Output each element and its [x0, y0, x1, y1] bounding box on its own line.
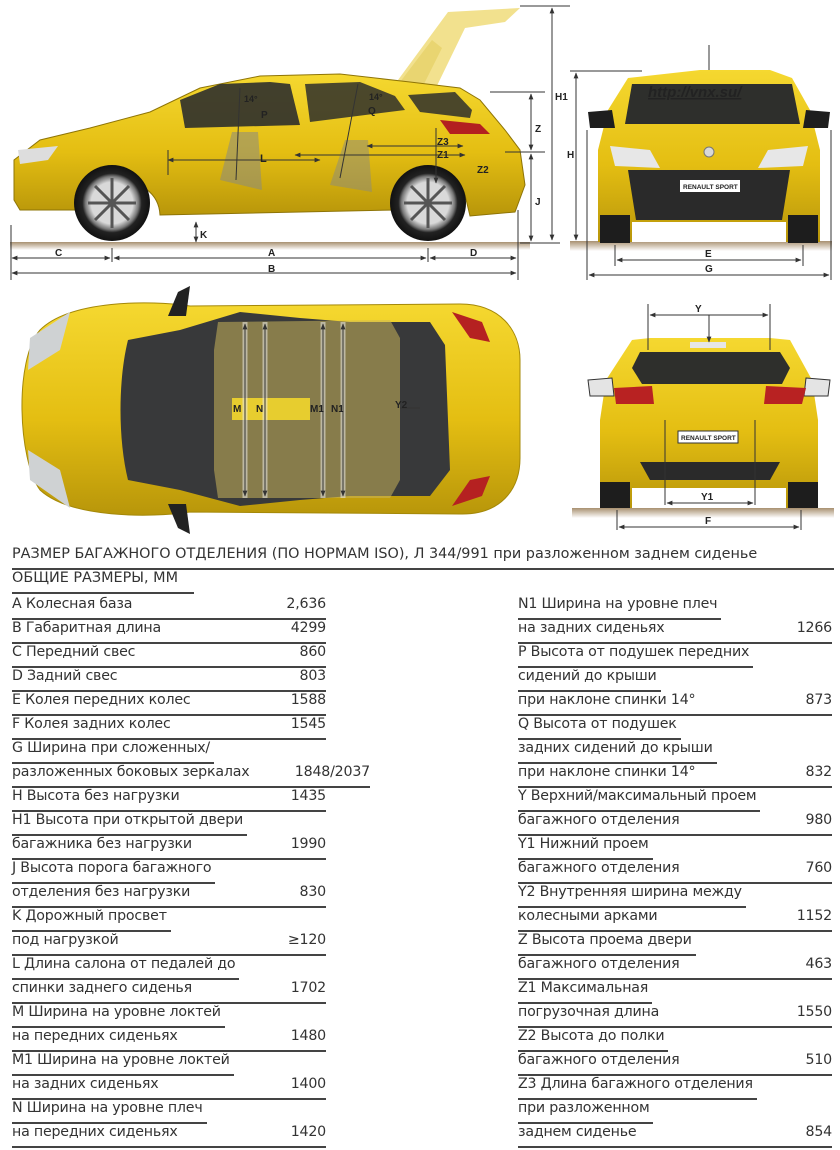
- spec-row-label-line: [518, 882, 746, 908]
- label-D: D: [470, 248, 478, 259]
- spec-value: 832: [805, 764, 832, 780]
- spec-row-value-line: [12, 930, 326, 956]
- spec-row-value-line: [518, 858, 832, 884]
- spec-label: багажного отделения: [518, 860, 680, 876]
- spec-value: 1435: [290, 788, 326, 804]
- spec-row-label-line: [518, 666, 661, 692]
- label-Z: Z: [535, 124, 542, 135]
- spec-value: 1990: [290, 836, 326, 852]
- spec-label: H Высота без нагрузки: [12, 788, 180, 804]
- label-Q: Q: [368, 106, 376, 117]
- rear-window-glass: [632, 352, 790, 384]
- front-view: [567, 45, 832, 280]
- spec-row-value-line: [12, 978, 326, 1004]
- label-H: H: [567, 150, 575, 161]
- spec-row-value-line: [12, 1074, 326, 1100]
- spec-value: 1550: [796, 1004, 832, 1020]
- spec-value: 980: [805, 812, 832, 828]
- spec-value: ≥120: [287, 932, 326, 948]
- spec-value: 1400: [290, 1076, 326, 1092]
- spec-label: багажника без нагрузки: [12, 836, 192, 852]
- label-B: B: [268, 264, 276, 275]
- label-F: F: [705, 516, 712, 527]
- spec-label: H1 Высота при открытой двери: [12, 812, 244, 828]
- spec-row-label-line: [518, 834, 653, 860]
- spec-label: заднем сиденье: [518, 1124, 637, 1140]
- label-N: N: [256, 404, 264, 415]
- label-Y2: Y2: [395, 400, 408, 411]
- spec-row-value-line: [518, 1002, 832, 1028]
- spec-label: багажного отделения: [518, 1052, 680, 1068]
- rear-badge-text: RENAULT SPORT: [681, 435, 736, 442]
- spec-label: багажного отделения: [518, 812, 680, 828]
- spec-label: P Высота от подушек передних: [518, 644, 750, 660]
- label-angle-front: 14°: [244, 94, 258, 104]
- spec-row-label-line: [518, 642, 753, 668]
- spec-row-value-line: [518, 810, 832, 836]
- spec-label: при наклоне спинки 14°: [518, 692, 696, 708]
- spec-label: колесными арками: [518, 908, 658, 924]
- label-E: E: [705, 249, 712, 260]
- label-Y: Y: [695, 304, 702, 315]
- spec-label: Z Высота проема двери: [518, 932, 692, 948]
- spec-label: при наклоне спинки 14°: [518, 764, 696, 780]
- spec-value: 1266: [796, 620, 832, 636]
- taillight-right: [764, 386, 806, 404]
- spec-label: N1 Ширина на уровне плеч: [518, 596, 718, 612]
- spec-row-value-line: [12, 1122, 326, 1148]
- label-N1: N1: [331, 404, 344, 415]
- mirror-rear-right: [804, 378, 830, 396]
- spec-label: Y1 Нижний проем: [518, 836, 649, 852]
- spec-label: F Колея задних колес: [12, 716, 171, 732]
- spec-row-value-line: [518, 906, 832, 932]
- spec-row-value-line: [518, 1122, 832, 1148]
- label-Z3: Z3: [437, 137, 449, 148]
- spec-row-value-line: [518, 690, 832, 716]
- label-M1: M1: [310, 404, 324, 415]
- front-badge-text: RENAULT SPORT: [683, 184, 738, 191]
- rear-view: [572, 304, 834, 530]
- spec-label: Z2 Высота до полки: [518, 1028, 665, 1044]
- spec-row-label-line: [12, 906, 171, 932]
- spec-row-label-line: [518, 978, 652, 1004]
- label-M: M: [233, 404, 242, 415]
- spec-row-label-line: [518, 714, 681, 740]
- spec-value: 860: [299, 644, 326, 660]
- spec-row-label-line: [12, 1002, 225, 1028]
- spec-row-label-line: [518, 1074, 757, 1100]
- label-C: C: [55, 248, 63, 259]
- label-L: L: [260, 153, 267, 165]
- spec-label: задних сидений до крыши: [518, 740, 713, 756]
- spec-label: N Ширина на уровне плеч: [12, 1100, 203, 1116]
- spec-value: 510: [805, 1052, 832, 1068]
- spec-value: 760: [805, 860, 832, 876]
- spec-label: L Длина салона от педалей до: [12, 956, 236, 972]
- spec-row-value-line: [12, 594, 326, 620]
- label-J: J: [535, 197, 541, 208]
- spec-label: разложенных боковых зеркалах: [12, 764, 250, 780]
- spec-label: на задних сиденьях: [518, 620, 665, 636]
- spec-value: 830: [299, 884, 326, 900]
- label-angle-rear: 14°: [369, 92, 383, 102]
- spec-row-label-line: [12, 738, 214, 764]
- spec-row-label-line: [12, 954, 239, 980]
- label-Z2: Z2: [477, 165, 489, 176]
- label-G: G: [705, 264, 713, 275]
- spec-row-value-line: [12, 714, 326, 740]
- label-A: A: [268, 248, 276, 259]
- mirror-rear-left: [588, 378, 614, 396]
- spec-row-value-line: [12, 762, 370, 788]
- spec-label: J Высота порога багажного: [12, 860, 212, 876]
- mirror-right: [803, 110, 830, 128]
- top-view: [22, 286, 520, 534]
- label-Z1: Z1: [437, 150, 449, 161]
- spec-row-value-line: [12, 642, 326, 668]
- spec-row-value-line: [518, 1050, 832, 1076]
- spec-label: спинки заднего сиденья: [12, 980, 192, 996]
- spec-row-value-line: [12, 786, 326, 812]
- label-K: K: [200, 230, 208, 241]
- spec-label: Z1 Максимальная: [518, 980, 649, 996]
- spec-label: K Дорожный просвет: [12, 908, 167, 924]
- spec-row-value-line: [12, 1026, 326, 1052]
- spec-label: на задних сиденьях: [12, 1076, 159, 1092]
- spec-value: 2,636: [286, 596, 326, 612]
- mirror-left: [588, 110, 615, 128]
- spec-label: Y Верхний/максимальный проем: [518, 788, 757, 804]
- spec-value: 1480: [290, 1028, 326, 1044]
- spec-value: 1545: [290, 716, 326, 732]
- spec-row-label-line: [12, 858, 215, 884]
- spec-row-label-line: [518, 1026, 668, 1052]
- spec-row-value-line: [518, 762, 832, 788]
- spec-row-label-line: [518, 1098, 653, 1124]
- spec-label: A Колесная база: [12, 596, 133, 612]
- spec-label: Z3 Длина багажного отделения: [518, 1076, 753, 1092]
- spec-label: M Ширина на уровне локтей: [12, 1004, 221, 1020]
- label-P: P: [261, 110, 268, 121]
- spec-row-label-line: [518, 930, 696, 956]
- spec-row-value-line: [12, 690, 326, 716]
- spec-label: M1 Ширина на уровне локтей: [12, 1052, 230, 1068]
- spec-label: на передних сиденьях: [12, 1028, 178, 1044]
- side-view: [10, 6, 570, 280]
- spec-row-label-line: [518, 594, 721, 620]
- spec-label: G Ширина при сложенных/: [12, 740, 211, 756]
- spec-label: погрузочная длина: [518, 1004, 660, 1020]
- spec-label: Y2 Внутренняя ширина между: [518, 884, 742, 900]
- dimensions-diagram: [0, 0, 840, 540]
- spec-row-value-line: [518, 954, 832, 980]
- spec-row-label-line: [518, 738, 717, 764]
- spec-value: 1420: [290, 1124, 326, 1140]
- spec-value: 873: [805, 692, 832, 708]
- spec-label: отделения без нагрузки: [12, 884, 191, 900]
- front-grille: [628, 170, 790, 220]
- spec-label: E Колея передних колес: [12, 692, 191, 708]
- spec-value: 803: [299, 668, 326, 684]
- spec-row-value-line: [518, 618, 832, 644]
- spec-row-label-line: [12, 1050, 234, 1076]
- spec-label: под нагрузкой: [12, 932, 119, 948]
- rear-diffuser: [640, 462, 780, 480]
- spec-label: Q Высота от подушек: [518, 716, 677, 732]
- spec-row-label-line: [12, 1098, 207, 1124]
- label-H1: H1: [555, 92, 568, 103]
- label-Y1: Y1: [701, 492, 714, 503]
- spec-label: багажного отделения: [518, 956, 680, 972]
- spec-label: D Задний свес: [12, 668, 118, 684]
- spec-row-value-line: [12, 666, 326, 692]
- spec-row-value-line: [12, 882, 326, 908]
- spec-value: 463: [805, 956, 832, 972]
- spec-value: 1588: [290, 692, 326, 708]
- spec-label: при разложенном: [518, 1100, 650, 1116]
- spec-label: B Габаритная длина: [12, 620, 162, 636]
- spec-row-label-line: [518, 786, 760, 812]
- spec-row-label-line: [12, 810, 247, 836]
- spec-value: 4299: [290, 620, 326, 636]
- taillight-left: [614, 386, 654, 404]
- spec-label: C Передний свес: [12, 644, 136, 660]
- watermark: http://vnx.su/: [648, 84, 742, 101]
- spec-value: 1152: [796, 908, 832, 924]
- spec-row-value-line: [12, 834, 326, 860]
- spec-value: 1702: [290, 980, 326, 996]
- spec-row-value-line: [12, 618, 326, 644]
- spec-value: 854: [805, 1124, 832, 1140]
- overall-dimensions-title: ОБЩИЕ РАЗМЕРЫ, ММ: [12, 568, 194, 594]
- trunk-volume-line: РАЗМЕР БАГАЖНОГО ОТДЕЛЕНИЯ (ПО НОРМАМ ISO), Л 344/991 при разложенном заднем сиденье: [12, 544, 834, 570]
- spec-value: 1848/2037: [294, 764, 370, 780]
- spec-label: на передних сиденьях: [12, 1124, 178, 1140]
- spec-label: сидений до крыши: [518, 668, 657, 684]
